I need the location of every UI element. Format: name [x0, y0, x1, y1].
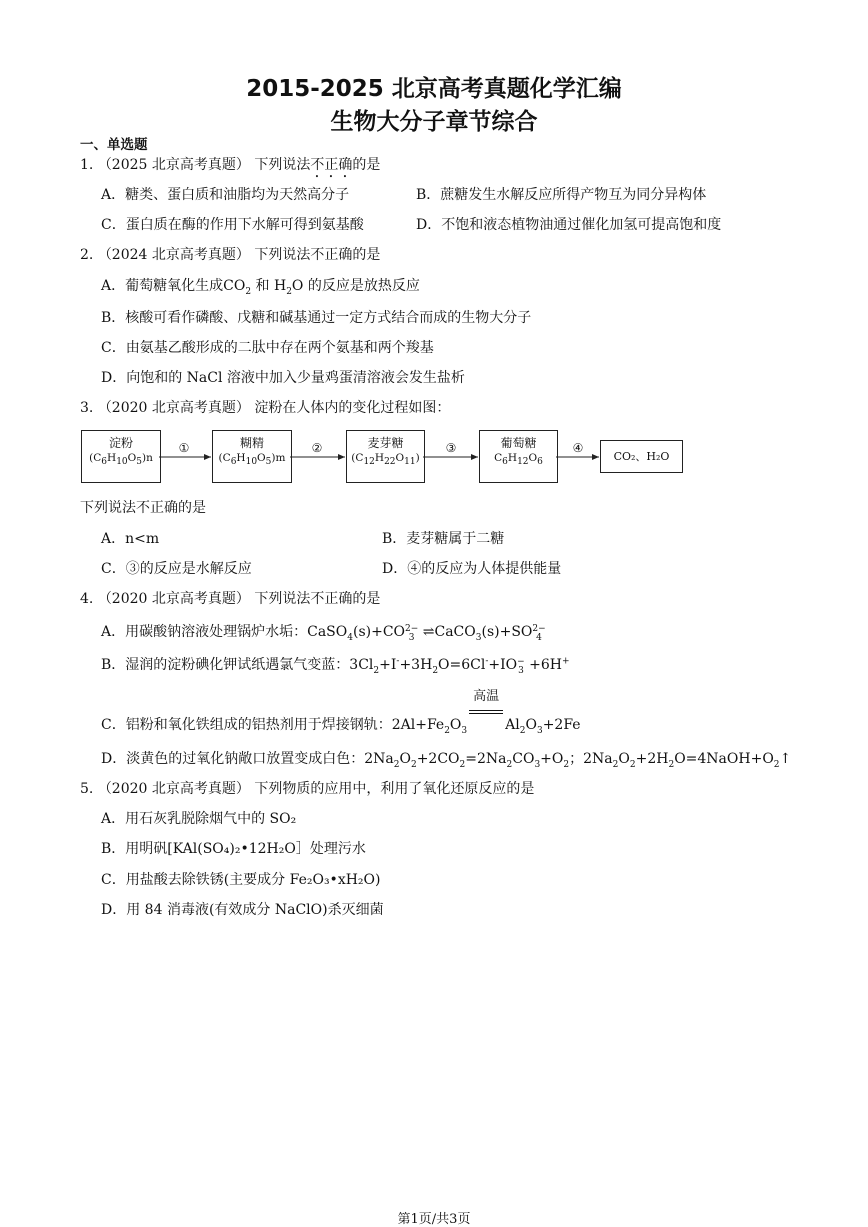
q2-option-d: D．向饱和的 NaCl 溶液中加入少量鸡蛋清溶液会发生盐析 — [101, 370, 465, 386]
stem-text: 下列说法不正确的是 — [254, 247, 381, 263]
document-title-line2: 生物大分子章节综合 — [330, 109, 538, 135]
question-4-stem — [80, 590, 380, 608]
question-source: （2024 北京高考真题） — [97, 247, 250, 263]
stem-text: 下列说法 — [254, 157, 311, 173]
box-label: 淀粉 — [108, 436, 133, 450]
q2-option-b: B．核酸可看作磷酸、戊糖和碱基通过一定方式结合而成的生物大分子 — [101, 310, 532, 326]
step-label-2: ② — [311, 441, 323, 455]
flow-box-dextrin — [212, 430, 292, 483]
emphasized-text: 不正确 — [310, 157, 353, 173]
q1-option-c: C．蛋白质在酶的作用下水解可得到氨基酸 — [101, 217, 364, 233]
option-text: B．湿润的淀粉碘化钾试纸遇氯气变蓝： — [101, 657, 350, 673]
section-heading: 一、单选题 — [80, 137, 148, 153]
box-label: 麦芽糖 — [367, 436, 404, 450]
question-5-stem — [80, 780, 534, 798]
question-source: （2020 北京高考真题） — [97, 400, 250, 416]
stem-text: 的是 — [352, 157, 381, 173]
q1-option-a: A．糖类、蛋白质和油脂均为天然高分子 — [101, 187, 350, 203]
question-source: （2020 北京高考真题） — [97, 591, 250, 607]
q3-option-b: B．麦芽糖属于二糖 — [382, 531, 505, 547]
flow-box-maltose — [346, 430, 425, 483]
q2-option-c: C．由氨基乙酸形成的二肽中存在两个氨基和两个羧基 — [101, 340, 434, 356]
question-number: 2. — [80, 247, 94, 263]
question-number: 1. — [80, 157, 94, 173]
q1-option-b: B．蔗糖发生水解反应所得产物互为同分异构体 — [416, 187, 707, 203]
question-source: （2025 北京高考真题） — [97, 157, 250, 173]
option-text: 和 — [255, 278, 270, 294]
box-formula: $C_6H_{12}O_6$ — [494, 452, 543, 468]
flow-box-products — [600, 440, 683, 473]
box-formula: $(C_{12}H_{22}O_{11})$ — [351, 452, 420, 468]
step-label-4: ④ — [572, 441, 584, 455]
q3-option-d: D．④的反应为人体提供能量 — [382, 561, 562, 577]
question-number: 5. — [80, 781, 94, 797]
question-2-stem — [80, 246, 380, 264]
option-text: A．葡萄糖氧化生成 — [101, 278, 224, 294]
q3-followup: 下列说法不正确的是 — [80, 500, 206, 516]
document-title-line1: 2015-2025 北京高考真题化学汇编 — [246, 76, 622, 102]
condition-label: 高温 — [473, 689, 500, 704]
question-3-stem — [80, 399, 450, 417]
option-text: 的反应是放热反应 — [307, 278, 420, 294]
question-number: 4. — [80, 591, 94, 607]
q4-option-a: A．用碳酸钠溶液处理锅炉水垢：CaSO$_4$(s)+CO2− 3 ⇌CaCO$_3$(s)+SO2− 4 — [101, 624, 546, 643]
q2-option-a: A．葡萄糖氧化生成$CO_2$ 和 $H_2O$ 的反应是放热反应 — [101, 278, 420, 297]
question-number: 3. — [80, 400, 94, 416]
q3-option-a: A．n<m — [101, 531, 160, 547]
stem-text: 淀粉在人体内的变化过程如图： — [254, 400, 451, 416]
q3-option-c: C．③的反应是水解反应 — [101, 561, 252, 577]
q5-option-d: D．用 84 消毒液(有效成分 NaClO)杀灭细菌 — [101, 902, 384, 918]
box-label: 糊精 — [239, 436, 264, 450]
reaction-condition — [469, 689, 503, 734]
option-text: D．淡黄色的过氧化钠敞口放置变成白色： — [101, 751, 365, 767]
q4-option-c: C．铝粉和氧化铁组成的铝热剂用于焊接钢轨：$2Al+Fe_2O_3$ 高温 $Al_2O_3+2Fe$ — [101, 689, 581, 736]
box-formula: $(C_6H_{10}O_5)m$ — [218, 452, 286, 468]
q4-option-b: B．湿润的淀粉碘化钾试纸遇氯气变蓝：$3Cl_2+I^-+3H_2O=6Cl^-+IO-$ 3 +6H+ — [101, 656, 570, 676]
option-text: A．用碳酸钠溶液处理锅炉水垢： — [101, 624, 308, 640]
page-footer: 第1页/共3页 — [397, 1212, 471, 1227]
flow-box-starch — [81, 430, 161, 483]
q4-option-d: D．淡黄色的过氧化钠敞口放置变成白色：$2Na_2O_2+2CO_2=2Na_2CO_3+O_2$；$2Na_2O_2+2H_2O=4NaOH+O_2↑$ — [101, 751, 792, 770]
box-label: 葡萄糖 — [500, 436, 537, 450]
question-1-stem — [80, 156, 380, 181]
q5-option-c: C．用盐酸去除铁锈(主要成分 Fe₂O₃•xH₂O) — [101, 872, 381, 888]
q1-option-d: D．不饱和液态植物油通过催化加氢可提高饱和度 — [416, 217, 722, 233]
q5-option-a: A．用石灰乳脱除烟气中的 SO₂ — [101, 811, 297, 827]
option-text: C．铝粉和氧化铁组成的铝热剂用于焊接钢轨： — [101, 717, 392, 733]
stem-text: 下列说法不正确的是 — [254, 591, 381, 607]
question-source: （2020 北京高考真题） — [97, 781, 250, 797]
box-formula: $(C_6H_{10}O_5)n$ — [89, 452, 153, 468]
step-label-1: ① — [178, 441, 190, 455]
step-label-3: ③ — [445, 441, 457, 455]
flow-box-glucose — [479, 430, 558, 483]
box-label: CO₂、H₂O — [613, 450, 670, 463]
q5-option-b: B．用明矾[KAl(SO₄)₂•12H₂O］处理污水 — [101, 841, 366, 857]
stem-text: 下列物质的应用中，利用了氧化还原反应的是 — [254, 781, 535, 797]
